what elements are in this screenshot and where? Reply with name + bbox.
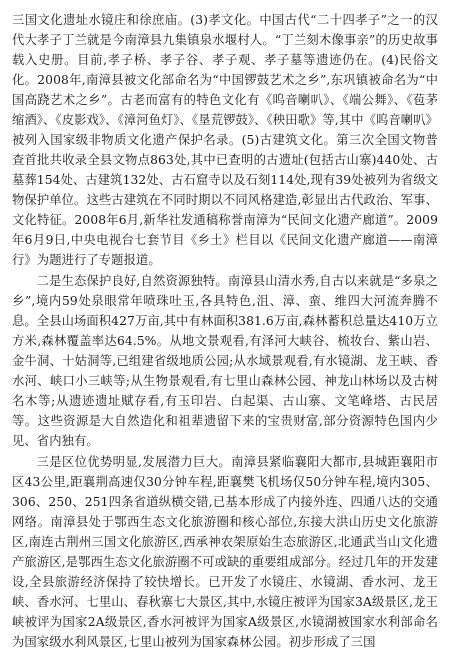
paragraph-location: 三是区位优势明显,发展潜力巨大。南漳县紧临襄阳大都市,县城距襄阳市区43公里,距襄荆高速仅30分钟车程,距襄樊飞机场仅50分钟车程,境内305、306、250、251四条省道纵横交错,已基本形成了内接外连、四通八达的交通网络。南漳县处于鄂西生态文化旅游圈和核心部位,东接大洪山历史文化旅游区,南连古荆州三国文化旅游区,西承神农架原始生态旅游区,北通武当山文化遗产旅游区,是鄂西生态文化旅游圈不可或缺的重要组成部分。经过几年的开发建设,全县旅游经济保持了较快增长。已开发了水镜庄、水镜湖、香水河、龙王峡、香水河、七里山、春秋寨七大景区,其中,水镜庄被评为国家3A级景区,龙王峡被评为国家2A级景区,香水河被评为国家A级景区,水镜湖被国家水利部命名为国家级水利风景区,七里山被列为国家森林公园。初步形成了三国 — [12, 455, 438, 649]
paragraph-ecology: 二是生态保护良好,自然资源独特。南漳县山清水秀,自古以来就是“多泉之乡”,境内59处泉眼常年喷珠吐玉,各具特色,沮、漳、蛮、维四大河流奔腾不息。全县山场面积427万亩,其中有林面积381.6万亩,森林蓄积总量达410万立方米,森林覆盖率达64.5%。从地文景观看,有泽河大峡谷、梳妆台、紫山岩、金牛洞、十姑洞等,已组建省级地质公园;从水域景观看,有水镜湖、龙王峡、香水河、峡口小三峡等;从生物景观看,有七里山森林公园、神龙山林场以及古树名木等;从遗迹遗址赋存看,有玉印岩、白起渠、古山寨、文笔峰塔、古民居等。这些资源是大自然造化和祖辈遗留下来的宝贵财富,部分资源特色国内少见、省内独有。 — [12, 274, 438, 448]
paragraph-culture: 三国文化遗址水镜庄和徐庶庙。(3)孝文化。中国古代“二十四孝子”之一的汉代大孝子丁兰就是今南漳县九集镇泉水堰村人。“丁兰刻木像事亲”的历史故事载入史册。目前,孝子桥、孝子谷、孝子观、孝子墓等遗迹仍在。(4)民俗文化。2008年,南漳县被文化部命名为“中国锣鼓艺术之乡”,东巩镇被命名为“中国高跷艺术之乡”。古老而富有的特色文化有《呜音喇叭》、《端公舞》、《苞茅缩酒》、《皮影戏》、《漳河鱼灯》、《垦荒锣鼓》、《秧田歌》等,其中《呜音喇叭》被列入国家级非物质文化遗产保护名录。(5)古建筑文化。第三次全国文物普查首批共收录全县文物点863处,其中已查明的古遗址(包括古山寨)440处、古墓葬154处、古建筑132处、古石窟寺以及石刻114处,现有39处被列为省级文物保护单位。这些古建筑在不同时期以不同风格建造,彰显出古代政治、军事、文化特征。2008年6月,新华社发通稿称誉南漳为“民间文化遗产廊道”。2009年6月9日,中央电视台七套节目《乡土》栏目以《民间文化遗产廊道——南漳行》为题进行了专题报道。 — [12, 13, 438, 267]
body-text — [12, 10, 438, 652]
